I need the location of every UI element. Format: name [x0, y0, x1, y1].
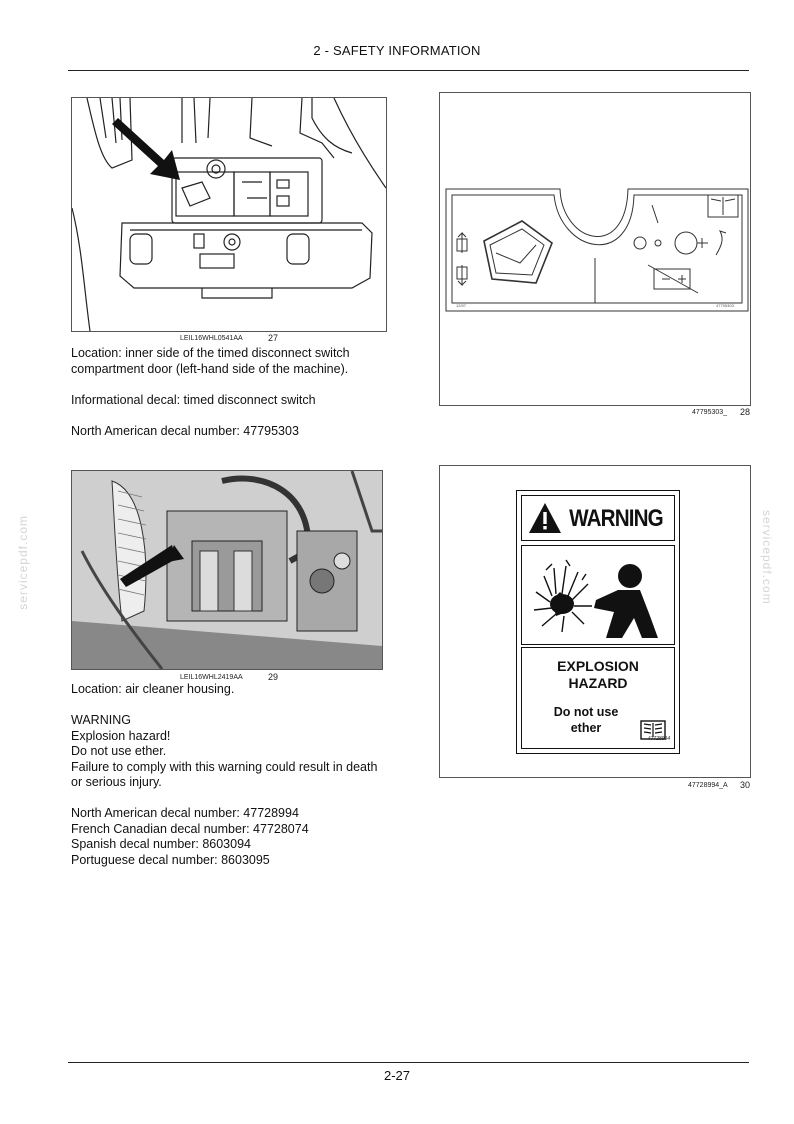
warning-line-3-continued: or serious injury.	[71, 775, 162, 789]
figure-28-corner-left: 12/97	[456, 303, 467, 308]
warning-triangle-icon	[528, 502, 562, 534]
warning-decal-header-text: WARNING	[569, 505, 663, 532]
location-text-continued: compartment door (left-hand side of the machine).	[71, 361, 349, 376]
instruction-text-line-2: ether	[570, 721, 602, 735]
section-1-text	[71, 346, 350, 439]
figure-27-number: 27	[268, 333, 279, 343]
figure-30-image	[439, 465, 751, 778]
header-rule	[68, 70, 749, 71]
warning-decal-message	[521, 647, 675, 749]
figure-27-image	[71, 97, 387, 332]
warning-line-2: Do not use ether.	[71, 744, 167, 758]
hazard-text-line-2: HAZARD	[568, 675, 628, 691]
figure-28-image	[439, 92, 751, 406]
figure-28-corner-right: 47795303	[716, 303, 734, 308]
disconnect-compartment-illustration	[72, 98, 386, 331]
instruction-text-line-1: Do not use	[553, 705, 619, 719]
figure-29-caption: LEIL16WHL2419AA	[180, 674, 243, 681]
french-canadian-decal-text: French Canadian decal number: 47728074	[71, 821, 309, 836]
figure-28-caption: 47795303_	[692, 409, 728, 416]
timed-disconnect-decal-illustration	[440, 93, 750, 405]
air-cleaner-housing-illustration	[72, 471, 382, 669]
north-american-decal-text: North American decal number: 47795303	[71, 423, 299, 438]
figure-30-caption: 47728994_A	[688, 782, 728, 789]
footer-rule	[68, 1062, 749, 1063]
location-text: Location: inner side of the timed disconnect switch	[71, 346, 350, 360]
watermark-left: servicepdf.com	[16, 515, 30, 610]
figure-29-number: 29	[268, 672, 279, 682]
instruction-text	[540, 704, 632, 736]
hazard-text	[522, 658, 674, 692]
figure-29-image	[71, 470, 383, 670]
decal-type-text: Informational decal: timed disconnect switch	[71, 392, 316, 407]
figure-28-number: 28	[740, 407, 751, 417]
warning-line-1: Explosion hazard!	[71, 728, 171, 743]
spanish-decal-text: Spanish decal number: 8603094	[71, 837, 251, 851]
portuguese-decal-text: Portuguese decal number: 8603095	[71, 852, 270, 867]
decal-code: 47728994	[647, 736, 670, 742]
hazard-text-line-1: EXPLOSION	[557, 658, 639, 674]
page-header-title: 2 - SAFETY INFORMATION	[313, 43, 481, 58]
explosion-hazard-icon	[522, 546, 674, 644]
north-american-decal-text-2: North American decal number: 47728994	[71, 806, 299, 820]
figure-27-caption: LEIL16WHL0541AA	[180, 335, 243, 342]
location-text-2: Location: air cleaner housing.	[71, 682, 235, 696]
warning-heading: WARNING	[71, 713, 131, 727]
section-2-text	[71, 682, 377, 868]
warning-decal	[516, 490, 680, 754]
warning-line-3: Failure to comply with this warning could result in death	[71, 759, 378, 774]
watermark-right: servicepdf.com	[760, 510, 774, 605]
page-number: 2-27	[383, 1068, 411, 1083]
warning-decal-header	[521, 495, 675, 541]
figure-30-number: 30	[740, 780, 751, 790]
warning-decal-pictogram	[521, 545, 675, 645]
